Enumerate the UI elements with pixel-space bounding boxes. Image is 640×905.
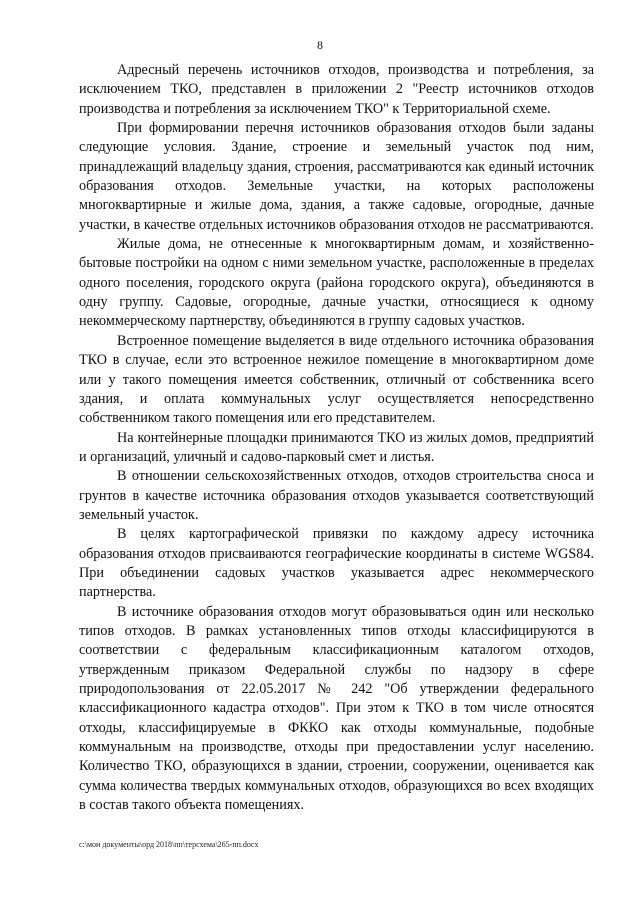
document-body xyxy=(79,61,594,815)
paragraph-built-in-premises: Встроенное помещение выделяется в виде отдельного источника образования ТКО в случае, если это встроенное нежилое помещение в многоквартирном доме или у такого помещения имеется собственник, отличный от собственника всего здания, и оплата коммунальных услуг осуществляется непосредственно собственником такого помещения или его представителем. xyxy=(79,332,594,427)
footer-file-path: c:\мои документы\орд 2018\пп\терсхема\265-пп.docx xyxy=(79,840,259,849)
paragraph-container-sites: На контейнерные площадки принимаются ТКО из жилых домов, предприятий и организаций, уличный и садово-парковый смет и листья. xyxy=(79,429,594,465)
paragraph-list-conditions: При формировании перечня источников образования отходов были заданы следующие условия. Здание, строение и земельный участок под ним, принадлежащий владельцу здания, строения, рассматриваются как единый источник образования отходов. Земельные участки, на которых расположены многоквартирные и жилые дома, здания, а также садовые, огородные, дачные участки, в качестве отдельных источников образования отходов не рассматриваются. xyxy=(79,120,594,233)
paragraph-source-list: Адресный перечень источников отходов, производства и потребления, за исключением ТКО, представлен в приложении 2 "Реестр источников отходов производства и потребления за исключением ТКО" к Территориальной схеме. xyxy=(79,62,594,117)
paragraph-residential-grouping: Жилые дома, не отнесенные к многоквартирным домам, и хозяйственно-бытовые постройки на одном с ними земельном участке, расположенные в пределах одного поселения, городского округа (района городского округа), объединяются в одну группу. Садовые, огородные, дачные участки, относящиеся к одному некоммерческому партнерству, объединяются в группу садовых участков. xyxy=(79,236,594,330)
page-number: 8 xyxy=(317,38,323,52)
paragraph-waste-classification: В источнике образования отходов могут образовываться один или несколько типов отходов. В рамках установленных типов отходы классифицируются в соответствии с федеральным классификационным каталогом отходов, утвержденным приказом Федеральной службы по надзору в сфере природопользования от 22.05.2017 № 242 "Об утверждении федерального классификационного кадастра отходов". При этом к ТКО в том числе относятся отходы, классифицируемые в ФККО как отходы коммунальные, подобные коммунальным на производстве, отходы при предоставлении услуг населению. Количество ТКО, образующихся в здании, строении, сооружении, оценивается как сумма количества твердых коммунальных отходов, образующихся во всех входящих в состав такого объекта помещениях. xyxy=(79,603,594,814)
paragraph-agricultural-waste: В отношении сельскохозяйственных отходов, отходов строительства сноса и грунтов в качестве источника образования отходов указывается соответствующий земельный участок. xyxy=(79,468,594,523)
paragraph-coordinates: В целях картографической привязки по каждому адресу источника образования отходов присваиваются географические координаты в системе WGS84. При объединении садовых участков указывается адрес некоммерческого партнерства. xyxy=(79,526,594,601)
